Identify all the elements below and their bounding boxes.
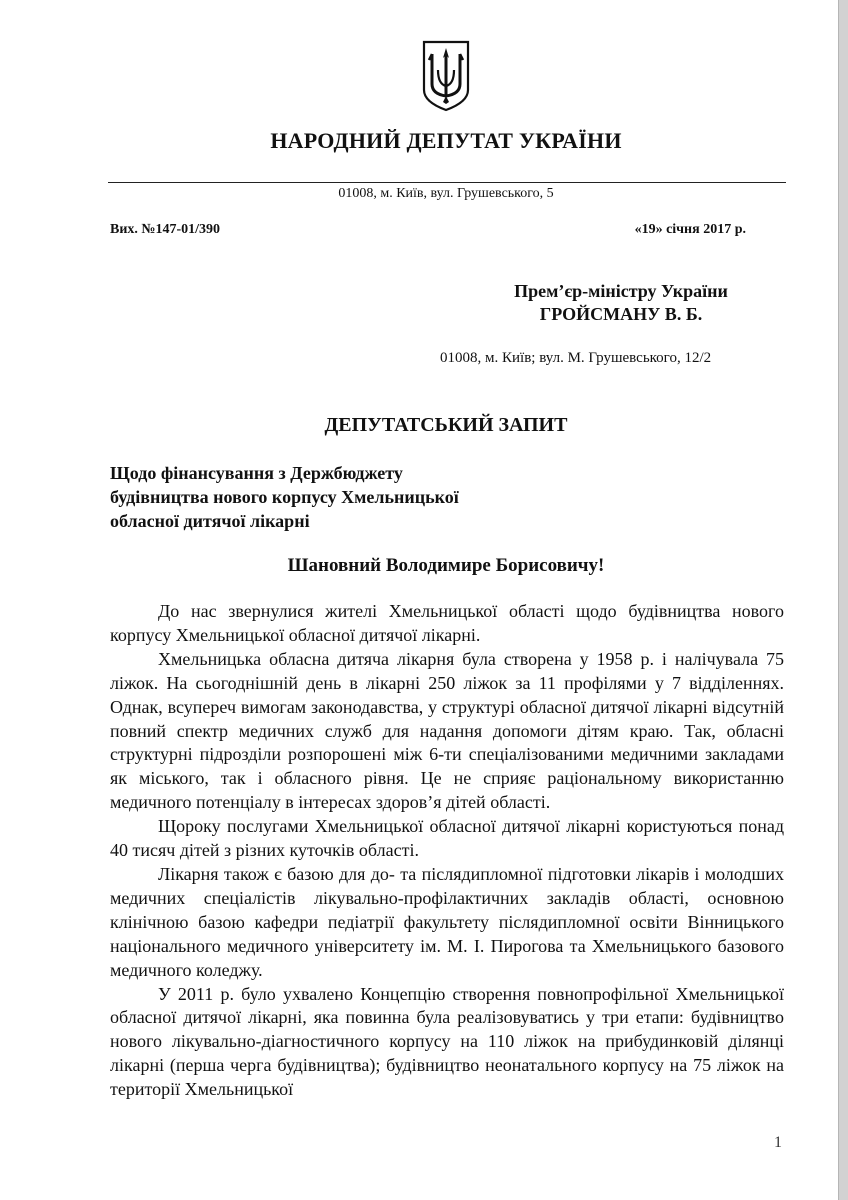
page-title: НАРОДНИЙ ДЕПУТАТ УКРАЇНИ bbox=[270, 128, 622, 153]
paragraph: Лікарня також є базою для до- та післядипломної підготовки лікарів і молодших медичних спеціалістів лікувально-профілактичних закладів області, основною клінічною базою кафедри педіатрії факультету післядипломної освіти Вінницького національного медичного університету ім. М. І. Пирогова та Хмельницького базового медичного коледжу. bbox=[110, 863, 784, 980]
addressee-block bbox=[456, 280, 786, 326]
salutation: Шановний Володимире Борисовичу! bbox=[287, 555, 605, 576]
page-edge bbox=[838, 0, 848, 1200]
sender-address: 01008, м. Київ, вул. Грушевського, 5 bbox=[338, 186, 554, 201]
subject-line: обласної дитячої лікарні bbox=[110, 511, 310, 531]
paragraph: Хмельницька обласна дитяча лікарня була створена у 1958 р. і налічувала 75 ліжок. На сьогоднішній день в лікарні 250 ліжок за 11 профілями у 7 відділеннях. Однак, всупереч вимогам законодавства, у структурі обласної дитячої лікарні відсутній повний спектр медичних служб для надання допомоги дітям краю. Так, обласні структурні підрозділи розпорошені між 6-ти спеціалізованими медичними закладами як міського, так і обласного рівня. Це не сприяє раціональному використанню медичного потенціалу в інтересах здоров’я дітей області. bbox=[110, 648, 784, 813]
subject-block bbox=[110, 461, 570, 533]
addressee-name: ГРОЙСМАНУ В. Б. bbox=[539, 304, 703, 324]
outgoing-number: Вих. №147-01/390 bbox=[110, 222, 221, 237]
page-number: 1 bbox=[774, 1134, 782, 1151]
document-type: ДЕПУТАТСЬКИЙ ЗАПИТ bbox=[324, 414, 568, 436]
document-date: «19» січня 2017 р. bbox=[634, 222, 746, 237]
header-divider bbox=[108, 182, 786, 183]
letter-body bbox=[110, 600, 784, 1102]
paragraph: Щороку послугами Хмельницької обласної дитячої лікарні користуються понад 40 тисяч дітей з різних куточків області. bbox=[110, 816, 784, 861]
subject-line: Щодо фінансування з Держбюджету bbox=[110, 463, 403, 483]
paragraph: У 2011 р. було ухвалено Концепцію створення повнопрофільної Хмельницької обласної дитячої лікарні, яка повинна була реалізовуватись у три етапи: будівництво нового лікувально-діагностичного корпусу на 110 ліжок на прибудинковій ділянці лікарні (перша черга будівництва); будівництво неонатального корпусу на 75 ліжок на території Хмельницької bbox=[110, 983, 784, 1100]
subject-line: будівництва нового корпусу Хмельницької bbox=[110, 487, 459, 507]
addressee-position: Прем’єр-міністру України bbox=[514, 281, 728, 301]
trident-coat-of-arms-icon bbox=[422, 40, 470, 112]
recipient-address: 01008, м. Київ; вул. М. Грушевського, 12/2 bbox=[440, 350, 712, 366]
paragraph: До нас звернулися жителі Хмельницької області щодо будівництва нового корпусу Хмельницької обласної дитячої лікарні. bbox=[110, 601, 784, 645]
